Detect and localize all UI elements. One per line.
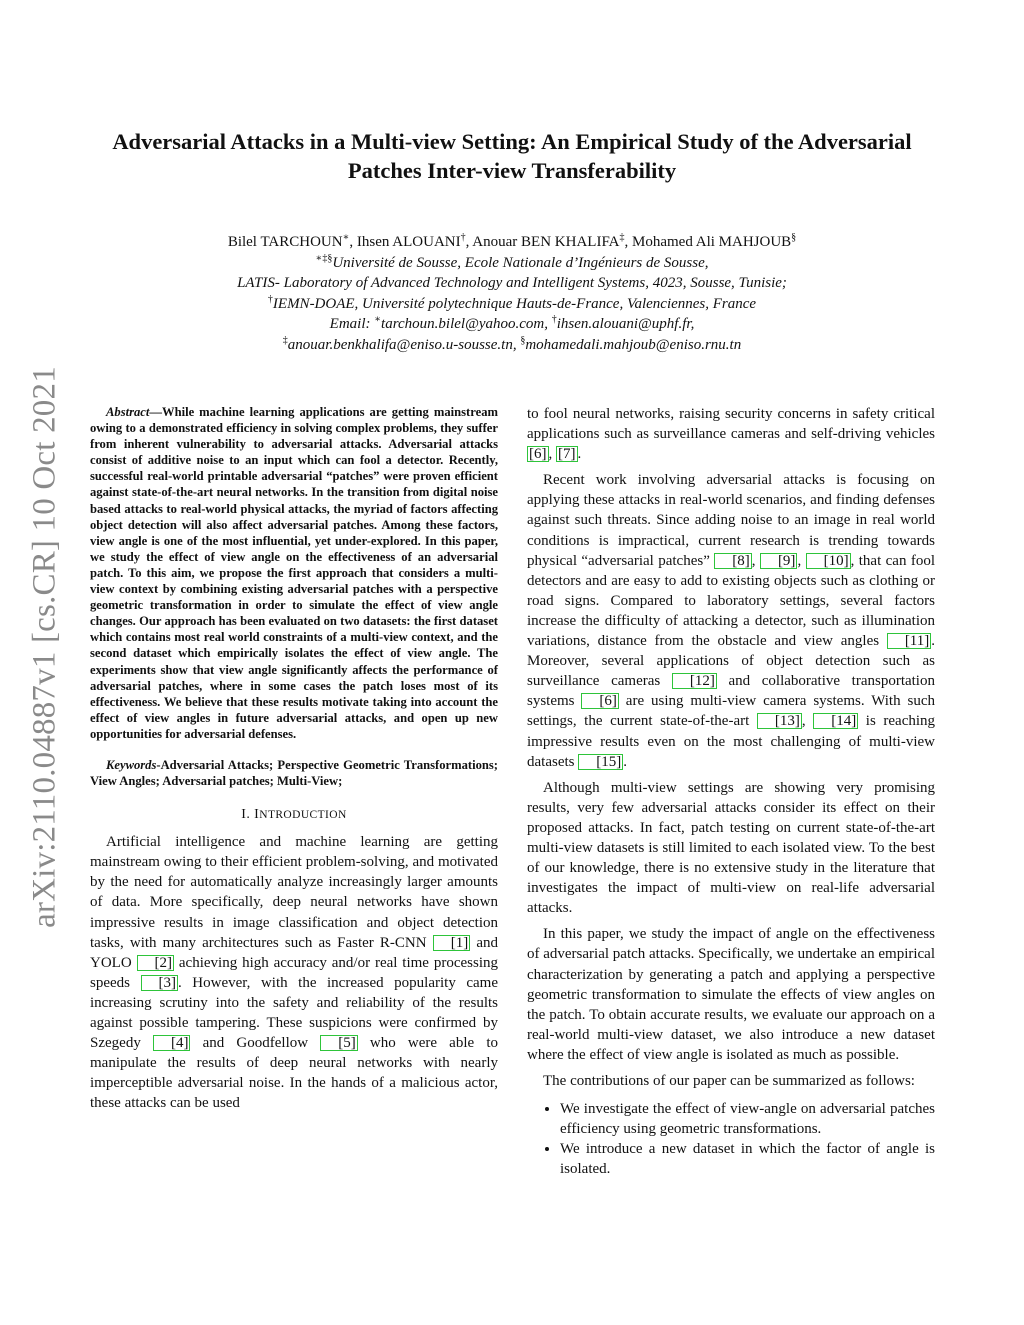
text-span: is reaching impressive results even on the most challenging of multi-view datasets (527, 713, 936, 770)
title-line-1: Adversarial Attacks in a Multi-view Setting: An Empirical Study of the Adversarial (112, 129, 912, 154)
text-span: , (797, 552, 806, 569)
text-span: . (577, 446, 582, 463)
arxiv-identifier-stamp (24, 352, 66, 942)
citation-link[interactable]: [9] (760, 553, 798, 569)
author-2: , Ihsen ALOUANI (349, 234, 461, 250)
citation-link[interactable]: [2] (137, 955, 175, 971)
intro-paragraph-2 (527, 470, 935, 771)
affiliation-1 (90, 253, 934, 274)
text-span: . (623, 753, 627, 770)
text-span: to fool neural networks, raising security concerns in safety critical applications such as surveillance cameras and self-driving vehicles (527, 406, 935, 443)
affiliation-3-mark: † (267, 293, 273, 305)
author-4-mark: § (791, 232, 797, 243)
section-number: I. (241, 807, 255, 823)
citation-link[interactable]: [3] (141, 975, 179, 991)
author-names (90, 232, 934, 253)
text-span: . However, with the increased popularity came increasing scrutiny into the safety and reliability of the results against possible tampering. These suspicions were confirmed by Szegedy (90, 974, 498, 1052)
email-4-mark: § (520, 334, 526, 346)
intro-paragraph-4: In this paper, we study the impact of angle on the effectiveness of adversarial patch attacks. Specifically, we undertake an empirical characterization by generating a patch and applying a perspective geometric transformation to simulate the effects of view angles on the patch. To obtain accurate results, we evaluate our approach on a real-world multi-view dataset, we also introduce a new dataset where the effect of view angle is isolated as much as possible. (527, 926, 936, 1063)
author-block (90, 232, 934, 355)
abstract-text: —While machine learning applications are getting mainstream owing to a demonstrated efficiency in solving complex problems, they suffer from inherent vulnerability to adversarial attacks. Adversarial attacks consist of additive noise to an input which can fool a detector. Recently, successful real-world printable adversarial “patches” were proven efficient against state-of-the-art neural networks. In the transition from digital noise based attacks to real-world physical attacks, the myriad of factors affecting object detection will also affect adversarial patches. Among these factors, view angle is one of the most influential, yet under-explored. In this paper, we study the effect of view angle on the effectiveness of an adversarial patch. To this aim, we propose the first approach that considers a multi-view context by combining existing adversarial patches with a perspective geometric transformation in order to simulate the effect of view angle changes. Our approach has been evaluated on two datasets: the first dataset which contains most real world constraints of a multi-view context, and the second dataset which empirically isolates the effect of view angle. The experiments show that view angle significantly affects the performance of adversarial patches, where in some cases the patch loses most of its effectiveness. We believe that these results motivate taking into account the effect of view angles in future adversarial attacks, and open up new opportunities for adversarial defenses. (90, 405, 498, 741)
text-span: Artificial intelligence and machine learning are getting mainstream owing to their efficient problem-solving, and motivated by the need for automatically analyze increasingly larger amounts of data. More specifically, deep neural networks have shown impressive results in image classification and object detection tasks, with many architectures such as Faster R-CNN (90, 834, 498, 951)
text-span: , (751, 552, 760, 569)
citation-link[interactable]: [4] (153, 1035, 191, 1051)
citation-link[interactable]: [14] (813, 713, 858, 729)
email-2[interactable]: ihsen.alouani@uphf.fr, (556, 316, 695, 332)
author-3: , Anouar BEN KHALIFA (465, 234, 620, 250)
email-3-mark: ‡ (282, 334, 288, 346)
abstract-label: Abstract (106, 405, 150, 419)
keywords-text: -Adversarial Attacks; Perspective Geometric Transformations; View Angles; Adversarial patches; Multi-View; (90, 757, 498, 789)
text-span: , that can fool detectors and are easy to add to existing objects such as clothing or road signs. Compared to laboratory settings, several factors increase the difficulty of attacking a detector, such as illumination variations, distance from the obstacle and view angles (527, 552, 936, 650)
citation-link[interactable]: [6] (581, 693, 619, 709)
contribution-item: • We investigate the effect of view-angle on adversarial patches efficiency using geometric transformations. (560, 1099, 935, 1139)
contributions-list (527, 1099, 935, 1179)
left-column (90, 404, 498, 1113)
email-2-mark: † (551, 314, 557, 325)
citation-link[interactable]: [7] (558, 446, 576, 463)
citation-link[interactable]: [6] (529, 446, 547, 463)
citation-link[interactable]: [13] (757, 713, 802, 729)
text-span: and collaborative transportation systems (527, 673, 935, 710)
email-line-2 (90, 335, 934, 356)
email-1[interactable]: tarchoun.bilel@yahoo.com, (381, 316, 552, 332)
affiliation-2: LATIS- Laboratory of Advanced Technology and Intelligent Systems, 4023, Sousse, Tunisie; (237, 275, 787, 291)
citation-link[interactable]: [8] (714, 553, 752, 569)
intro-paragraph-3: Although multi-view settings are showing very promising results, very few adversarial attacks consider its effect on their proposed attacks. In fact, patch testing on current state-of-the-art multi-view datasets is still limited to each isolated view. To the best of our knowledge, there is no extensive study in the literature that investigates the impact of multi-view on real-life adversarial attacks. (527, 779, 935, 917)
abstract (90, 404, 498, 742)
affiliation-3 (90, 294, 934, 315)
contribution-item: • We introduce a new dataset in which the factor of angle is isolated. (560, 1139, 935, 1179)
section-title-rest: NTRODUCTION (259, 809, 347, 822)
keywords (90, 757, 498, 789)
email-1-mark: ∗ (374, 314, 382, 325)
affiliation-3-text: IEMN-DOAE, Université polytechnique Hauts-de-France, Valenciennes, France (272, 295, 757, 312)
intro-continuation-paragraph (527, 404, 935, 464)
keywords-label: Keywords (106, 757, 157, 772)
intro-paragraph-1 (90, 832, 498, 1113)
email-4[interactable]: mohamedali.mahjoub@eniso.rnu.tn (525, 336, 742, 353)
affiliation-1-mark: ∗‡§ (315, 252, 333, 264)
section-heading-introduction (90, 807, 498, 823)
contributions-intro: The contributions of our paper can be summarized as follows: (543, 1073, 915, 1089)
text-span: , (548, 446, 556, 463)
paper-title (90, 127, 934, 185)
text-span: achieving high accuracy and/or real time processing speeds (90, 954, 498, 991)
text-span: who were able to manipulate the results of deep neural networks with nearly imperceptible adversarial noise. In the hands of a malicious actor, these attacks can be used (90, 1035, 498, 1112)
text-span: and YOLO (90, 934, 498, 971)
email-label: Email: (329, 316, 375, 332)
text-span: and Goodfellow (190, 1035, 321, 1052)
affiliation-1-text: Université de Sousse, Ecole Nationale d’Ingénieurs de Sousse, (332, 254, 709, 271)
email-3[interactable]: anouar.benkhalifa@eniso.u-sousse.tn, (287, 336, 521, 353)
citation-link[interactable]: [11] (887, 633, 931, 649)
email-line-1 (90, 314, 934, 335)
author-2-mark: † (460, 232, 466, 243)
text-span: . Moreover, several applications of object detection such as surveillance cameras (527, 633, 935, 690)
author-1: Bilel TARCHOUN (227, 234, 343, 250)
title-line-2: Patches Inter-view Transferability (347, 158, 677, 183)
arxiv-stamp-text: arXiv:2110.04887v1 [cs.CR] 10 Oct 2021 (26, 366, 63, 928)
author-3-mark: ‡ (619, 232, 625, 243)
citation-link[interactable]: [1] (433, 935, 471, 951)
author-1-mark: ∗ (342, 232, 350, 243)
author-4: , Mohamed Ali MAHJOUB (624, 234, 792, 250)
citation-link[interactable]: [10] (806, 553, 851, 569)
citation-link[interactable]: [15] (578, 754, 623, 770)
right-column (527, 404, 935, 1179)
text-span: , (801, 713, 814, 730)
text-span: Recent work involving adversarial attacks is focusing on applying these attacks in real-world scenarios, and finding defenses against such threats. Since adding noise to an image in real world conditions is impractical, current research is trending towards physical “adversarial patches” (527, 472, 935, 569)
citation-link[interactable]: [12] (672, 673, 717, 689)
section-title-first-letter: I (254, 807, 260, 823)
text-span: are using multi-view camera systems. With such settings, the current state-of-the-art (527, 693, 935, 730)
citation-link[interactable]: [5] (320, 1035, 358, 1051)
